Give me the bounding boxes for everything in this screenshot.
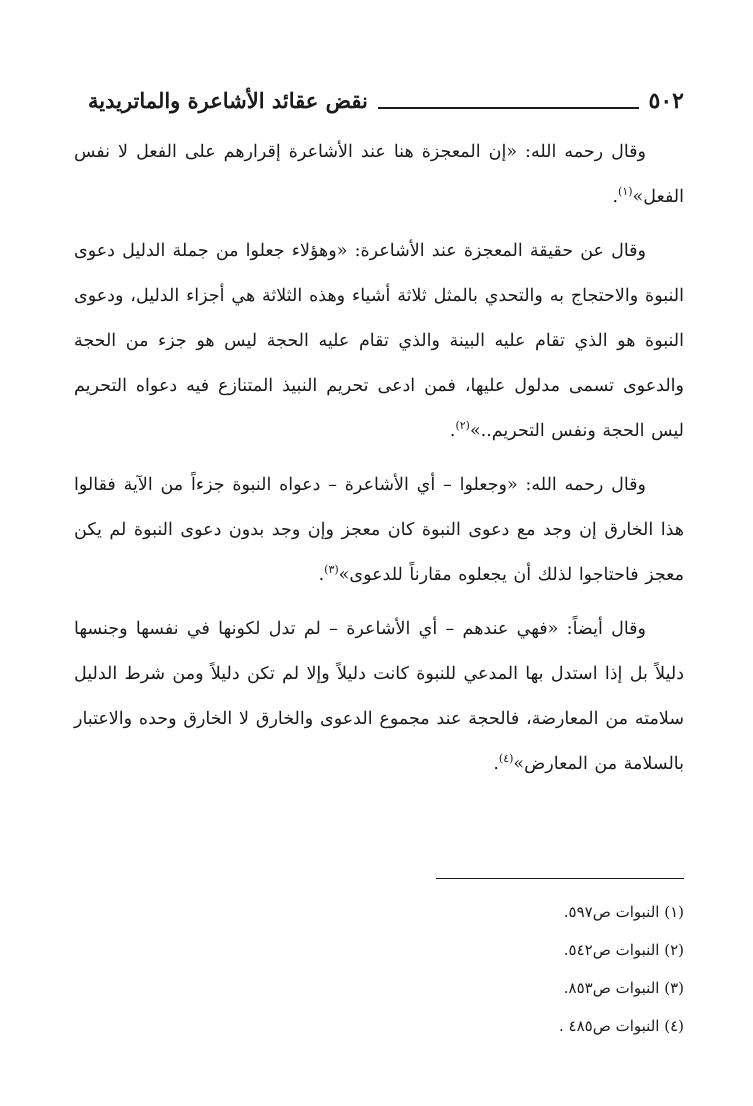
footnote: (٣) النبوات ص٨٥٣. [563, 979, 684, 997]
footnote-reference: (١) [618, 185, 633, 199]
paragraph [74, 463, 684, 598]
footnotes [300, 900, 684, 1052]
paragraph-end: . [318, 565, 325, 585]
footnote-reference: (٤) [498, 752, 514, 766]
paragraph-text: وقال رحمه الله: «وجعلوا – أي الأشاعرة – دعواه النبوة جزءاً من الآية فقالوا هذا الخارق إن وجد مع دعوى النبوة كان معجز وإن وجد بدون دعوى النبوة لم يكن معجز فاحتاجوا لذلك أن يجعلوه مقارناً للدعوى» [74, 475, 684, 585]
footnote-reference: (٣) [324, 563, 339, 577]
paragraph-end: . [493, 754, 499, 774]
footnote: (٢) النبوات ص٥٤٢. [563, 941, 684, 959]
footnote: (١) النبوات ص٥٩٧. [563, 903, 684, 921]
header-rule [378, 107, 639, 109]
page-header [88, 80, 684, 116]
paragraph [74, 607, 684, 787]
paragraph-text: وقال رحمه الله: «إن المعجزة هنا عند الأشاعرة إقرارهم على الفعل لا نفس الفعل» [74, 142, 684, 207]
paragraph-end: . [612, 187, 619, 207]
page-number: ٥٠٢ [648, 88, 684, 114]
footnote: (٤) النبوات ص٤٨٥ . [559, 1017, 684, 1035]
paragraph [74, 130, 684, 220]
footnote-reference: (٢) [455, 419, 470, 433]
paragraph [74, 229, 684, 454]
footnote-separator [436, 878, 684, 879]
running-title: نقض عقائد الأشاعرة والماتريدية [88, 88, 368, 113]
paragraph-text: وقال عن حقيقة المعجزة عند الأشاعرة: «وهؤلاء جعلوا من جملة الدليل دعوى النبوة والاحتجاج به والتحدي بالمثل ثلاثة أشياء وهذه الثلاثة هي أجزاء الدليل، ودعوى النبوة هو الذي تقام عليه البينة والذي تقام عليه الحجة ليس هو جزء من الحجة والدعوى تسمى مدلول عليها، فمن ادعى تحريم النبيذ المتنازع فيه دعواه التحريم ليس الحجة ونفس التحريم..» [74, 241, 684, 441]
paragraph-end: . [449, 421, 456, 441]
paragraph-text: وقال أيضاً: «فهي عندهم – أي الأشاعرة – لم تدل لكونها في نفسها وجنسها دليلاً بل إذا استدل بها المدعي للنبوة كانت دليلاً وإلا لم تكن دليلاً ومن شرط الدليل سلامته من المعارضة، فالحجة عند مجموع الدعوى والخارق لا الخارق وحده والاعتبار بالسلامة من المعارض» [74, 619, 684, 774]
main-text [74, 130, 684, 796]
